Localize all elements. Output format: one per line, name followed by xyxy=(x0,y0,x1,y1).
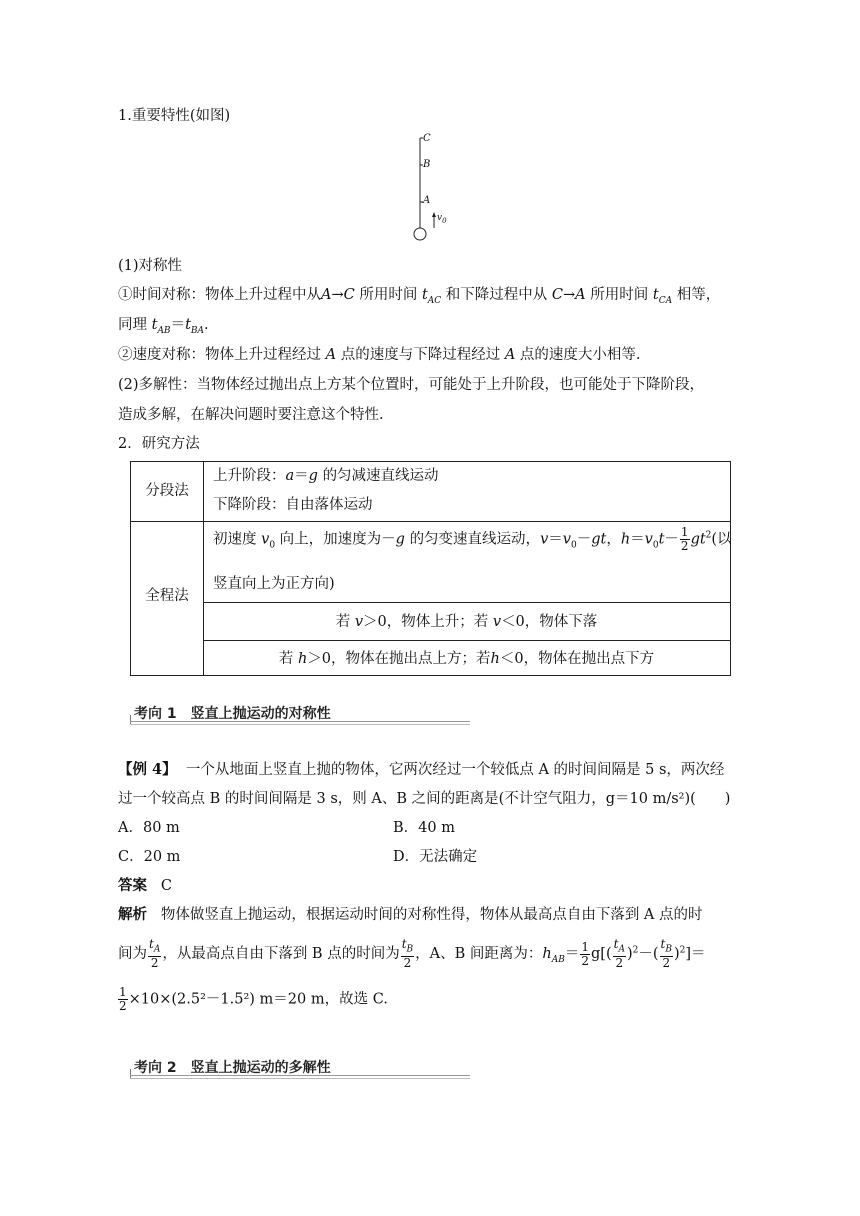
multiplicity-line2: 造成多解，在解决问题时要注意这个特性. xyxy=(118,407,384,423)
diagram-label-a: A xyxy=(423,195,431,206)
option-d: D．无法确定 xyxy=(393,849,478,865)
section-title-symmetry: 考向 1 竖直上抛运动的对称性 xyxy=(134,706,331,722)
table-head-whole: 全程法 xyxy=(145,588,189,604)
answer-line: 答案 C xyxy=(118,877,172,894)
heading-research-methods: 2．研究方法 xyxy=(118,436,200,452)
option-a: A．80 m xyxy=(118,820,180,836)
table-segmented-fall: 下降阶段：自由落体运动 xyxy=(213,497,373,513)
table-whole-formula: 初速度 $v_0$ 向上，加速度为－g 的匀变速直线运动，$v=v_0-gt$，$h=v_0t-$ $\frac{1}{2}$ $gt^2$(以 xyxy=(213,525,732,553)
analysis-line3: $\frac{1}{2}$ ×10×(2.5²－1.5²) m＝20 m，故选 C. xyxy=(119,985,388,1013)
table-velocity-sign: 若 v＞0，物体上升；若 v＜0，物体下落 xyxy=(335,614,598,630)
diagram-label-b: B xyxy=(423,159,431,170)
section-header-symmetry xyxy=(120,699,470,727)
option-b: B．40 m xyxy=(393,820,455,836)
analysis-line1: 解析 物体做竖直上抛运动，根据运动时间的对称性得，物体从最高点自由下落到 A 点的时 xyxy=(118,906,703,923)
symmetry-heading: (1)对称性 xyxy=(118,258,183,274)
methods-table xyxy=(130,461,731,676)
example-tag: 【例 4】 xyxy=(118,761,177,778)
section-header-multiplicity xyxy=(120,1053,470,1081)
table-whole-direction: 竖直向上为正方向) xyxy=(213,576,335,592)
vertical-throw-diagram xyxy=(405,132,465,246)
heading-important-properties: 1.重要特性(如图) xyxy=(118,108,231,124)
example-line2: 过一个较高点 B 的时间间隔是 3 s，则 A、B 之间的距离是(不计空气阻力，g＝10 m/s²)( ) xyxy=(118,791,731,807)
speed-symmetry-line: ②速度对称：物体上升过程经过 A 点的速度与下降过程经过 A 点的速度大小相等. xyxy=(118,347,641,363)
table-head-segmented: 分段法 xyxy=(145,483,189,499)
diagram-label-v0: $v_0$ xyxy=(437,213,447,225)
multiplicity-line1: (2)多解性：当物体经过抛出点上方某个位置时，可能处于上升阶段，也可能处于下降阶段， xyxy=(118,377,705,393)
analysis-line2: 间为 $\frac{t_A}{2}$ ，从最高点自由下落到 B 点的时间为 $\frac{t_B}{2}$ ，A、B 间距离为：$h_{AB}=$ $\frac{1}{2}$ g[( $\frac{t_A}{2}$ )$^2$－( $\frac{t_B}{2}$ )$^2$]＝ xyxy=(118,937,706,971)
section-title-multiplicity: 考向 2 竖直上抛运动的多解性 xyxy=(134,1060,331,1076)
table-segmented-rise: 上升阶段：a＝g 的匀减速直线运动 xyxy=(213,468,439,484)
time-symmetry-line2: 同理 $t_{AB}=t_{BA}$. xyxy=(118,317,209,336)
option-c: C．20 m xyxy=(118,849,181,865)
table-height-sign: 若 h＞0，物体在抛出点上方；若h＜0，物体在抛出点下方 xyxy=(278,651,655,667)
time-symmetry-line1: ①时间对称：物体上升过程中从A→C 所用时间 $t_{AC}$ 和下降过程中从 C→A 所用时间 $t_{CA}$ 相等， xyxy=(118,287,721,306)
diagram-label-c: C xyxy=(423,133,431,144)
example-line1: 【例 4】 一个从地面上竖直上抛的物体，它两次经过一个较低点 A 的时间间隔是 5 s，两次经 xyxy=(118,761,725,778)
